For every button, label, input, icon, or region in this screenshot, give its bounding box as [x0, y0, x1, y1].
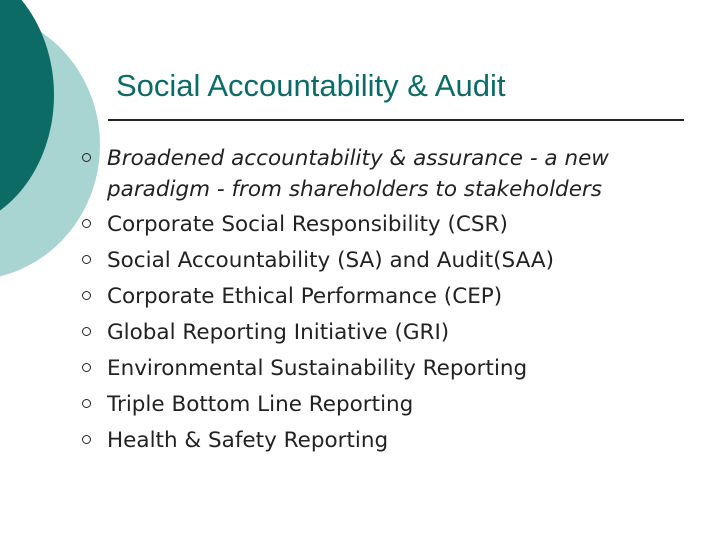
- bullet-item: [82, 243, 702, 279]
- bullet-item: [82, 279, 702, 315]
- bullet-item: [82, 423, 702, 459]
- bullet-circle-icon: [82, 255, 91, 264]
- bullet-circle-icon: [82, 153, 91, 162]
- title-underline: [108, 119, 684, 121]
- bullet-item: [82, 141, 702, 207]
- bullet-item: [82, 315, 702, 351]
- bullet-text: Global Reporting Initiative (GRI): [107, 320, 450, 345]
- bullet-text: Corporate Social Responsibility (CSR): [107, 212, 508, 237]
- bullet-item: [82, 351, 702, 387]
- bullet-text: Environmental Sustainability Reporting: [107, 356, 528, 381]
- bullet-circle-icon: [82, 363, 91, 372]
- bullet-text: Broadened accountability & assurance - a new paradigm - from shareholders to stakeholders: [107, 146, 609, 202]
- bullet-text: Triple Bottom Line Reporting: [107, 392, 414, 417]
- bullet-item: [82, 207, 702, 243]
- bullet-text: Health & Safety Reporting: [107, 428, 389, 453]
- bullet-circle-icon: [82, 327, 91, 336]
- bullet-circle-icon: [82, 435, 91, 444]
- bullet-text: Social Accountability (SA) and Audit(SAA): [107, 248, 554, 273]
- bullet-circle-icon: [82, 219, 91, 228]
- slide-title: Social Accountability & Audit: [116, 68, 506, 103]
- bullet-item: [82, 387, 702, 423]
- bullet-list: [82, 141, 702, 459]
- bullet-text: Corporate Ethical Performance (CEP): [107, 284, 503, 309]
- bullet-circle-icon: [82, 399, 91, 408]
- bullet-circle-icon: [82, 291, 91, 300]
